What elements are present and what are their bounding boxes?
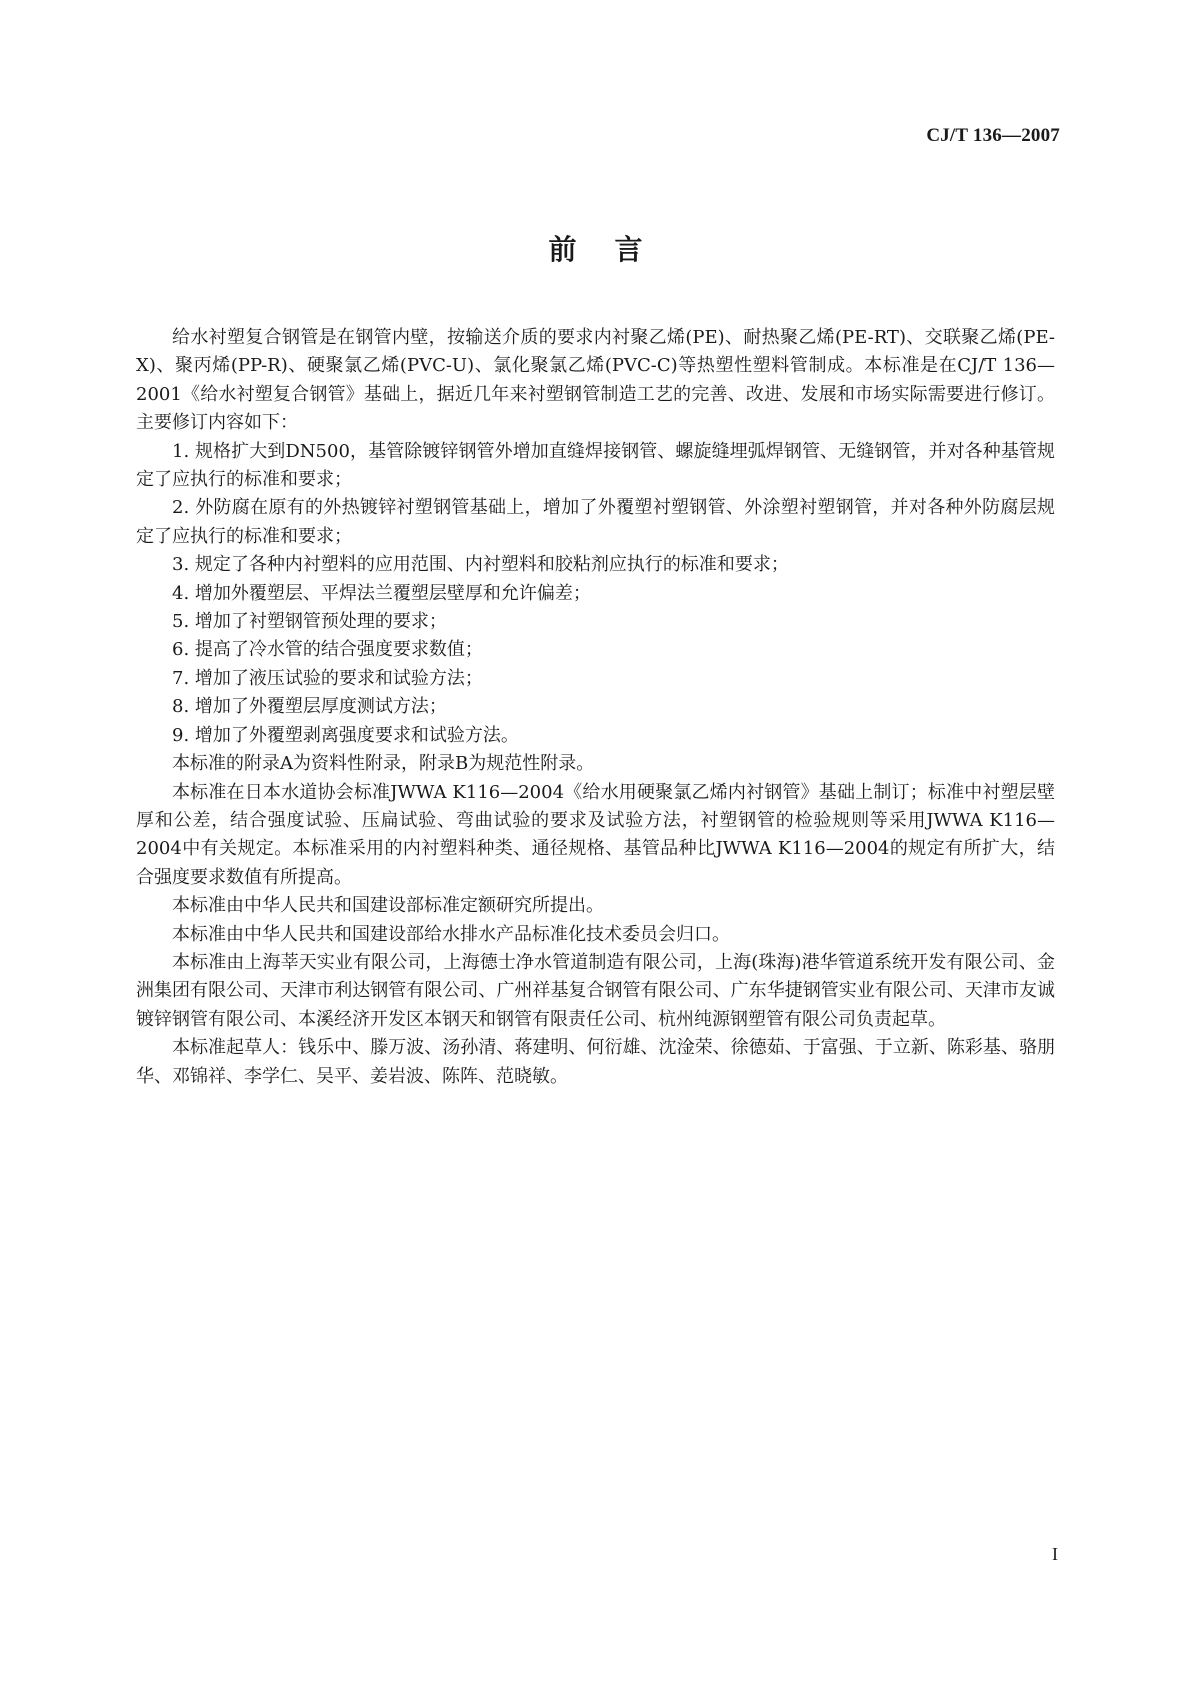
paragraph-appendix: 本标准的附录A为资料性附录，附录B为规范性附录。 — [172, 753, 595, 775]
paragraph-reference-standard: 本标准在日本水道协会标准JWWA K116—2004《给水用硬聚氯乙烯内衬钢管》基础上制订；标准中衬塑层壁厚和公差，结合强度试验、压扁试验、弯曲试验的要求及试验方法，衬塑钢管的检验规则等采用JWWA K116—2004中有关规定。本标准采用的内衬塑料种类、通径规格、基管品种比JWWA K116—2004的规定有所扩大，结合强度要求数值有所提高。 — [136, 781, 1055, 888]
paragraph-proposer: 本标准由中华人民共和国建设部标准定额研究所提出。 — [172, 895, 604, 917]
page-number: I — [1052, 1544, 1058, 1564]
paragraph-revision-6: 6. 提高了冷水管的结合强度要求数值； — [172, 639, 483, 661]
paragraph-drafters: 本标准起草人：钱乐中、滕万波、汤孙清、蒋建明、何衍雄、沈淦荣、徐德茹、于富强、于立新、陈彩基、骆朋华、邓锦祥、李学仁、吴平、姜岩波、陈阵、范晓敏。 — [136, 1037, 1055, 1087]
paragraph-revision-5: 5. 增加了衬塑钢管预处理的要求； — [172, 611, 447, 633]
paragraph-revision-8: 8. 增加了外覆塑层厚度测试方法； — [172, 696, 447, 718]
paragraph-revision-4: 4. 增加外覆塑层、平焊法兰覆塑层壁厚和允许偏差； — [172, 582, 591, 604]
page-title: 前言 — [548, 233, 681, 266]
foreword-body — [136, 324, 1055, 1091]
paragraph-revision-7: 7. 增加了液压试验的要求和试验方法； — [172, 667, 483, 689]
paragraph-drafting-units: 本标准由上海莘天实业有限公司，上海德士净水管道制造有限公司，上海(珠海)港华管道系统开发有限公司、金洲集团有限公司、天津市利达钢管有限公司、广州祥基复合钢管有限公司、广东华捷钢管实业有限公司、天津市友诚镀锌钢管有限公司、本溪经济开发区本钢天和钢管有限责任公司、杭州纯源钢塑管有限公司负责起草。 — [136, 951, 1055, 1030]
paragraph-committee: 本标准由中华人民共和国建设部给水排水产品标准化技术委员会归口。 — [172, 923, 730, 945]
paragraph-intro: 给水衬塑复合钢管是在钢管内壁，按输送介质的要求内衬聚乙烯(PE)、耐热聚乙烯(PE-RT)、交联聚乙烯(PE-X)、聚丙烯(PP-R)、硬聚氯乙烯(PVC-U)、氯化聚氯乙烯(PVC-C)等热塑性塑料管制成。本标准是在CJ/T 136—2001《给水衬塑复合钢管》基础上，据近几年来衬塑钢管制造工艺的完善、改进、发展和市场实际需要进行修订。主要修订内容如下： — [136, 327, 1055, 434]
paragraph-revision-2: 2. 外防腐在原有的外热镀锌衬塑钢管基础上，增加了外覆塑衬塑钢管、外涂塑衬塑钢管，并对各种外防腐层规定了应执行的标准和要求； — [136, 497, 1055, 547]
standard-code: CJ/T 136—2007 — [926, 125, 1060, 146]
paragraph-revision-1: 1. 规格扩大到DN500，基管除镀锌钢管外增加直缝焊接钢管、螺旋缝埋弧焊钢管、无缝钢管，并对各种基管规定了应执行的标准和要求； — [136, 440, 1055, 491]
paragraph-revision-3: 3. 规定了各种内衬塑料的应用范围、内衬塑料和胶粘剂应执行的标准和要求； — [172, 554, 789, 576]
paragraph-revision-9: 9. 增加了外覆塑剥离强度要求和试验方法。 — [172, 724, 519, 746]
